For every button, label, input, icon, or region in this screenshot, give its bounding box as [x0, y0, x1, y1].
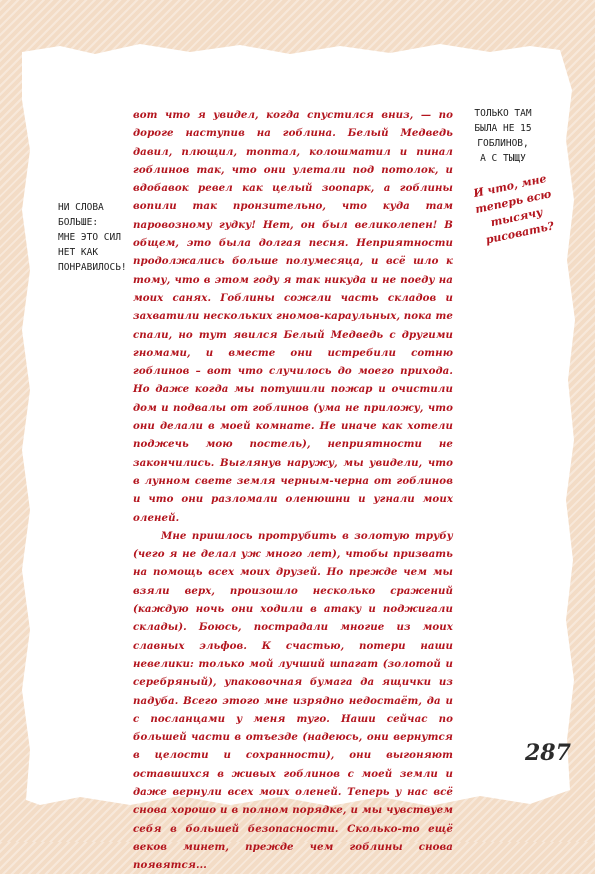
- page-number: 287: [525, 740, 571, 766]
- left-margin-note: [58, 200, 128, 275]
- right-red-note: И что, мне теперь всю тысячу рисовать?: [472, 171, 556, 247]
- note-line: БОЛЬШЕ:: [58, 217, 99, 228]
- letter-paragraph-1: вот что я увидел, когда спустился вниз, — по дороге наступив на гоблина. Белый Медведь давил, плющил, топтал, колошматил и пинал гоблинов так, что они улетали под потолок, и вдобавок ревел как целый зоопарк, а гоблины вопили так пронзительно, что куда там паровозному гудку! Нет, он был великолепен! В общем, это была долгая песня. Неприятности продолжались больше полумесяца, и всё шло к тому, что в этом году я так никуда и не поеду на моих санях. Гоблины сожгли часть складов и захватили нескольких гномов-караульных, пока те спали, но тут явился Белый Медведь с другими гномами, и вместе они истребили сотню гоблинов – вот что случилось до моего прихода. Но даже когда мы потушили пожар и очистили дом и подвалы от гоблинов (ума не приложу, что они делали в моей комнате. Не иначе как хотели поджечь мою постель), неприятности не закончились. Выглянув наружу, мы увидели, что в лунном свете земля черным-черна от гоблинов и что они разломали оленюшни и угнали моих оленей.: [133, 109, 453, 524]
- right-margin-note: [463, 106, 543, 166]
- note-line: МНЕ ЭТО СИЛ: [58, 232, 121, 243]
- note-line: ГОБЛИНОВ,: [477, 138, 529, 149]
- note-line: ТОЛЬКО ТАМ: [474, 108, 532, 119]
- note-line: ПОНРАВИЛОСЬ!: [58, 262, 127, 273]
- note-line: БЫЛА НЕ 15: [474, 123, 532, 134]
- note-line: НИ СЛОВА: [58, 202, 104, 213]
- note-line: НЕТ КАК: [58, 247, 99, 258]
- note-line: А С ТЫЩУ: [480, 153, 526, 164]
- letter-text: [133, 106, 453, 874]
- letter-paragraph-2: Мне пришлось протрубить в золотую трубу (чего я не делал уж много лет), чтобы призвать на помощь всех моих друзей. Но прежде чем мы взяли верх, произошло несколько сражений (каждую ночь они ходили в атаку и поджигали склады). Боюсь, пострадали многие из моих славных эльфов. К счастью, потери наши невелики: только мой лучший шпагат (золотой и серебряный), упаковочная бумага да ящички из падуба. Всего этого мне изрядно недостаёт, да и с посланцами у меня туго. Наши сейчас по большей части в отъезде (надеюсь, они вернутся в целости и сохранности), они выгоняют оставшихся в живых гоблинов с моей земли и даже вернули всех моих оленей. Теперь у нас всё снова хорошо и в полном порядке, и мы чувствуем себя в большей безопасности. Сколько-то ещё веков минет, прежде чем гоблины снова появятся...: [133, 529, 453, 872]
